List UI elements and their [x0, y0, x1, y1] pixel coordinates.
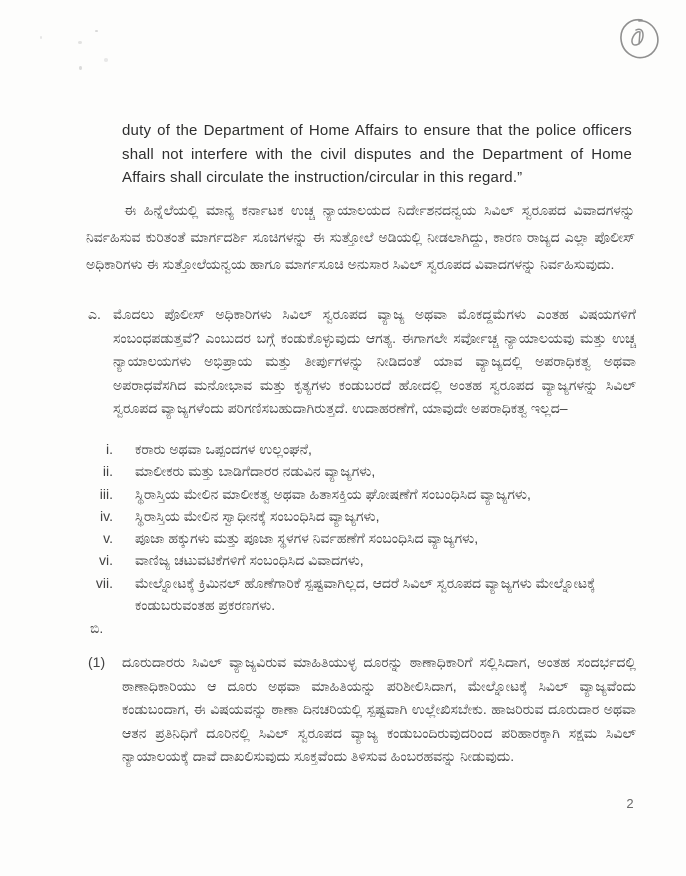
- list-item-number: i.: [106, 441, 113, 457]
- list-item: [86, 438, 636, 460]
- list-item: [86, 527, 636, 549]
- item-1-text: ದೂರುದಾರರು ಸಿವಿಲ್ ವ್ಯಾಜ್ಯವಿರುವ ಮಾಹಿತಿಯುಳ್ಳ ದೂರನ್ನು ಠಾಣಾಧಿಕಾರಿಗೆ ಸಲ್ಲಿಸಿದಾಗ, ಅಂತಹ ಸಂದರ್ಭದಲ್ಲಿ ಠಾಣಾಧಿಕಾರಿಯು ಆ ದೂರು ಅಥವಾ ಮಾಹಿತಿಯನ್ನು ಪರಿಶೀಲಿಸಿದಾಗ, ಮೇಲ್ನೋಟಕ್ಕೆ ಸಿವಿಲ್ ವ್ಯಾಜ್ಯವೆಂದು ಕಂಡುಬಂದಾಗ, ಈ ವಿಷಯವನ್ನು ಠಾಣಾ ದಿನಚರಿಯಲ್ಲಿ ಸ್ಪಷ್ಟವಾಗಿ ಉಲ್ಲೇಖಿಸಬೇಕು. ಹಾಜರಿರುವ ದೂರುದಾರ ಅಥವಾ ಆತನ ಪ್ರತಿನಿಧಿಗೆ ದೂರಿನಲ್ಲಿ ಸಿವಿಲ್ ಸ್ವರೂಪದ ವ್ಯಾಜ್ಯ ಕಂಡುಬಂದಿರುವುದರಿಂದ ಪರಿಹಾರಕ್ಕಾಗಿ ಸಕ್ಷಮ ಸಿವಿಲ್ ನ್ಯಾಯಾಲಯಕ್ಕೆ ದಾವೆ ದಾಖಲಿಸುವುದು ಸೂಕ್ತವೆಂದು ತಿಳಿಸುವ ಹಿಂಬರಹವನ್ನು ನೀಡುವುದು.: [122, 654, 636, 764]
- list-item-number: ii.: [102, 463, 113, 480]
- list-item-number: vi.: [99, 552, 113, 569]
- list-item-text: ಸ್ಥಿರಾಸ್ತಿಯ ಮೇಲಿನ ಮಾಲೀಕತ್ವ ಅಥವಾ ಹಿತಾಸಕ್ತಿಯ ಘೋಷಣೆಗೆ ಸಂಬಂಧಿಸಿದ ವ್ಯಾಜ್ಯಗಳು,: [135, 485, 531, 502]
- list-item-text: ಮೇಲ್ನೋಟಕ್ಕೆ ಕ್ರಿಮಿನಲ್ ಹೊಣೆಗಾರಿಕೆ ಸ್ಪಷ್ಟವಾಗಿಲ್ಲದ, ಆದರೆ ಸಿವಿಲ್ ಸ್ವರೂಪದ ವ್ಯಾಜ್ಯಗಳು ಮೇಲ್ನೋಟಕ್ಕೆ ಕಂಡುಬರುವಂತಹ ಪ್ರಕರಣಗಳು.: [135, 574, 596, 614]
- section-b-item-1: [88, 651, 636, 769]
- list-item: [86, 505, 636, 527]
- photocopy-speckle: [78, 41, 82, 44]
- list-item: [86, 460, 636, 482]
- list-item-number: iv.: [100, 507, 113, 524]
- section-a-text: ಮೊದಲು ಪೊಲೀಸ್ ಅಧಿಕಾರಿಗಳು ಸಿವಿಲ್ ಸ್ವರೂಪದ ವ್ಯಾಜ್ಯ ಅಥವಾ ಮೊಕದ್ದಮೆಗಳು ಎಂತಹ ವಿಷಯಗಳಿಗೆ ಸಂಬಂಧಪಡುತ್ತವೆ? ಎಂಬುದರ ಬಗ್ಗೆ ಕಂಡುಕೊಳ್ಳುವುದು ಆಗತ್ಯ. ಈಗಾಗಲೇ ಸರ್ವೋಚ್ಚ ನ್ಯಾಯಾಲಯವು ಮತ್ತು ಉಚ್ಚ ನ್ಯಾಯಾಲಯಗಳು ಅಭಿಪ್ರಾಯ ಮತ್ತು ತೀರ್ಪುಗಳನ್ನು ನೀಡಿದಂತೆ ಯಾವ ವ್ಯಾಜ್ಯದಲ್ಲಿ ಅಪರಾಧಿಕತ್ವ ಅಥವಾ ಅಪರಾಧವೆಸಗಿದ ಮನೋಭಾವ ಮತ್ತು ಕೃತ್ಯಗಳು ಕಂಡುಬರದೆ ಹೋದಲ್ಲಿ ಅಂತಹ ಸ್ವರೂಪದ ವ್ಯಾಜ್ಯಗಳನ್ನು ಸಿವಿಲ್ ಸ್ವರೂಪದ ವ್ಯಾಜ್ಯಗಳೆಂದು ಪರಿಗಣಿಸಬಹುದಾಗಿರುತ್ತದೆ. ಉದಾಹರಣೆಗೆ, ಯಾವುದೇ ಅಪರಾಧಿಕತ್ವ ಇಲ್ಲದ–: [113, 306, 636, 416]
- list-item-number: v.: [103, 530, 113, 547]
- handwritten-circled-page-mark: [612, 12, 666, 68]
- section-a-label: ಎ.: [88, 306, 101, 322]
- page-number: 2: [626, 796, 634, 811]
- intro-paragraph: ಈ ಹಿನ್ನೆಲೆಯಲ್ಲಿ ಮಾನ್ಯ ಕರ್ನಾಟಕ ಉಚ್ಚ ನ್ಯಾಯಾಲಯದ ನಿರ್ದೇಶನದನ್ವಯ ಸಿವಿಲ್ ಸ್ವರೂಪದ ವಿವಾದಗಳನ್ನು ನಿರ್ವಹಿಸುವ ಕುರಿತಂತೆ ಮಾರ್ಗದರ್ಶಿ ಸೂಚಿಗಳನ್ನು ಈ ಸುತ್ತೋಲೆ ಅಡಿಯಲ್ಲಿ ನೀಡಲಾಗಿದ್ದು, ಕಾರಣ ರಾಜ್ಯದ ಎಲ್ಲಾ ಪೊಲೀಸ್ ಅಧಿಕಾರಿಗಳು ಈ ಸುತ್ತೋಲೆಯನ್ವಯ ಹಾಗೂ ಮಾರ್ಗಸೂಚಿ ಅನುಸಾರ ಸಿವಿಲ್ ಸ್ವರೂಪದ ವಿವಾದಗಳನ್ನು ನಿರ್ವಹಿಸುವುದು.: [86, 202, 635, 272]
- list-item-text: ಕರಾರು ಅಥವಾ ಒಪ್ಪಂದಗಳ ಉಲ್ಲಂಘನೆ,: [135, 441, 312, 457]
- item-1-number: (1): [88, 654, 106, 670]
- list-item-text: ಪೂಜಾ ಹಕ್ಕುಗಳು ಮತ್ತು ಪೂಜಾ ಸ್ಥಳಗಳ ನಿರ್ವಹಣೆಗೆ ಸಂಬಂಧಿಸಿದ ವ್ಯಾಜ್ಯಗಳು,: [135, 530, 479, 547]
- list-item: [86, 483, 636, 505]
- photocopy-speckle: [104, 58, 108, 62]
- list-item-number: vii.: [95, 574, 113, 591]
- photocopy-speckle: [95, 30, 98, 32]
- list-item: [86, 549, 636, 571]
- circled-one-icon: [612, 12, 666, 68]
- photocopy-speckle: [40, 36, 42, 39]
- civil-dispute-types-list: [86, 438, 636, 616]
- section-a: [88, 303, 636, 421]
- list-item-text: ಮಾಲೀಕರು ಮತ್ತು ಬಾಡಿಗೆದಾರರ ನಡುವಿನ ವ್ಯಾಜ್ಯಗಳು,: [135, 463, 376, 480]
- section-b-label: ಬಿ.: [90, 620, 104, 636]
- photocopy-speckle: [79, 66, 82, 70]
- list-item-number: iii.: [99, 485, 113, 502]
- english-quote-paragraph: duty of the Department of Home Affairs to ensure that the police officers shall not interfere with the civil disputes and the Department of Home Affairs shall circulate the instruction/circular in this regard.”: [122, 122, 632, 186]
- list-item-text: ವಾಣಿಜ್ಯ ಚಟುವಟಿಕೆಗಳಿಗೆ ಸಂಬಂಧಿಸಿದ ವಿವಾದಗಳು,: [135, 552, 364, 569]
- list-item-text: ಸ್ಥಿರಾಸ್ತಿಯ ಮೇಲಿನ ಸ್ವಾಧೀನಕ್ಕೆ ಸಂಬಂಧಿಸಿದ ವ್ಯಾಜ್ಯಗಳು,: [135, 507, 380, 524]
- list-item: [86, 572, 636, 617]
